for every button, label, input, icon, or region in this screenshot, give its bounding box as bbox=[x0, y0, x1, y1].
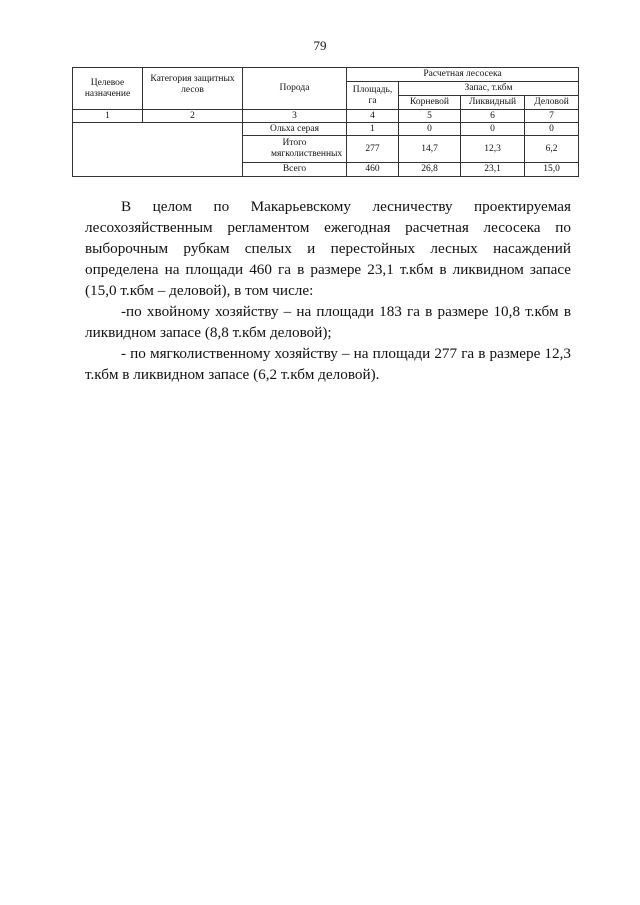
column-number: 2 bbox=[143, 110, 243, 123]
empty-cell bbox=[73, 123, 243, 177]
paragraph-summary: В целом по Макарьевскому лесничеству проектируемая лесохозяйственным регламентом ежегодная расчетная лесосека по выборочным рубкам спелых и перестойных лесных насаждений определена на площади 460 га в размере 23,1 т.кбм в ликвидном запасе (15,0 т.кбм – деловой), в том числе: bbox=[85, 198, 571, 299]
header-estimated-cut: Расчетная лесосека bbox=[347, 68, 579, 82]
cell-species: Итого мягколиственных bbox=[243, 136, 347, 163]
cell-area: 1 bbox=[347, 123, 399, 136]
cell-liquid: 23,1 bbox=[461, 163, 525, 177]
header-category: Категория защитных лесов bbox=[143, 68, 243, 110]
cell-area: 277 bbox=[347, 136, 399, 163]
cell-business: 6,2 bbox=[525, 136, 579, 163]
cell-species: Ольха серая bbox=[243, 123, 347, 136]
header-purpose: Целевое назначение bbox=[73, 68, 143, 110]
page-number: 79 bbox=[313, 38, 327, 53]
column-number: 1 bbox=[73, 110, 143, 123]
table-row bbox=[73, 123, 579, 136]
header-stock: Запас, т.кбм bbox=[399, 82, 579, 96]
column-number: 4 bbox=[347, 110, 399, 123]
cell-business: 15,0 bbox=[525, 163, 579, 177]
column-number: 6 bbox=[461, 110, 525, 123]
paragraph-coniferous: -по хвойному хозяйству – на площади 183 га в размере 10,8 т.кбм в ликвидном запасе (8,8 т.кбм деловой); bbox=[85, 303, 571, 341]
cell-species: Всего bbox=[243, 163, 347, 177]
paragraph-softwood: - по мягколиственному хозяйству – на площади 277 га в размере 12,3 т.кбм в ликвидном запасе (6,2 т.кбм деловой). bbox=[85, 345, 571, 383]
header-liquid: Ликвидный bbox=[461, 96, 525, 110]
cell-root: 26,8 bbox=[399, 163, 461, 177]
column-number: 5 bbox=[399, 110, 461, 123]
header-species: Порода bbox=[243, 68, 347, 110]
cell-root: 14,7 bbox=[399, 136, 461, 163]
cell-business: 0 bbox=[525, 123, 579, 136]
estimated-cut-table bbox=[72, 67, 579, 177]
cell-liquid: 12,3 bbox=[461, 136, 525, 163]
header-business: Деловой bbox=[525, 96, 579, 110]
cell-area: 460 bbox=[347, 163, 399, 177]
cell-root: 0 bbox=[399, 123, 461, 136]
body-text bbox=[85, 196, 571, 385]
column-number: 3 bbox=[243, 110, 347, 123]
header-area: Площадь, га bbox=[347, 82, 399, 110]
header-root: Корневой bbox=[399, 96, 461, 110]
cell-liquid: 0 bbox=[461, 123, 525, 136]
column-number: 7 bbox=[525, 110, 579, 123]
